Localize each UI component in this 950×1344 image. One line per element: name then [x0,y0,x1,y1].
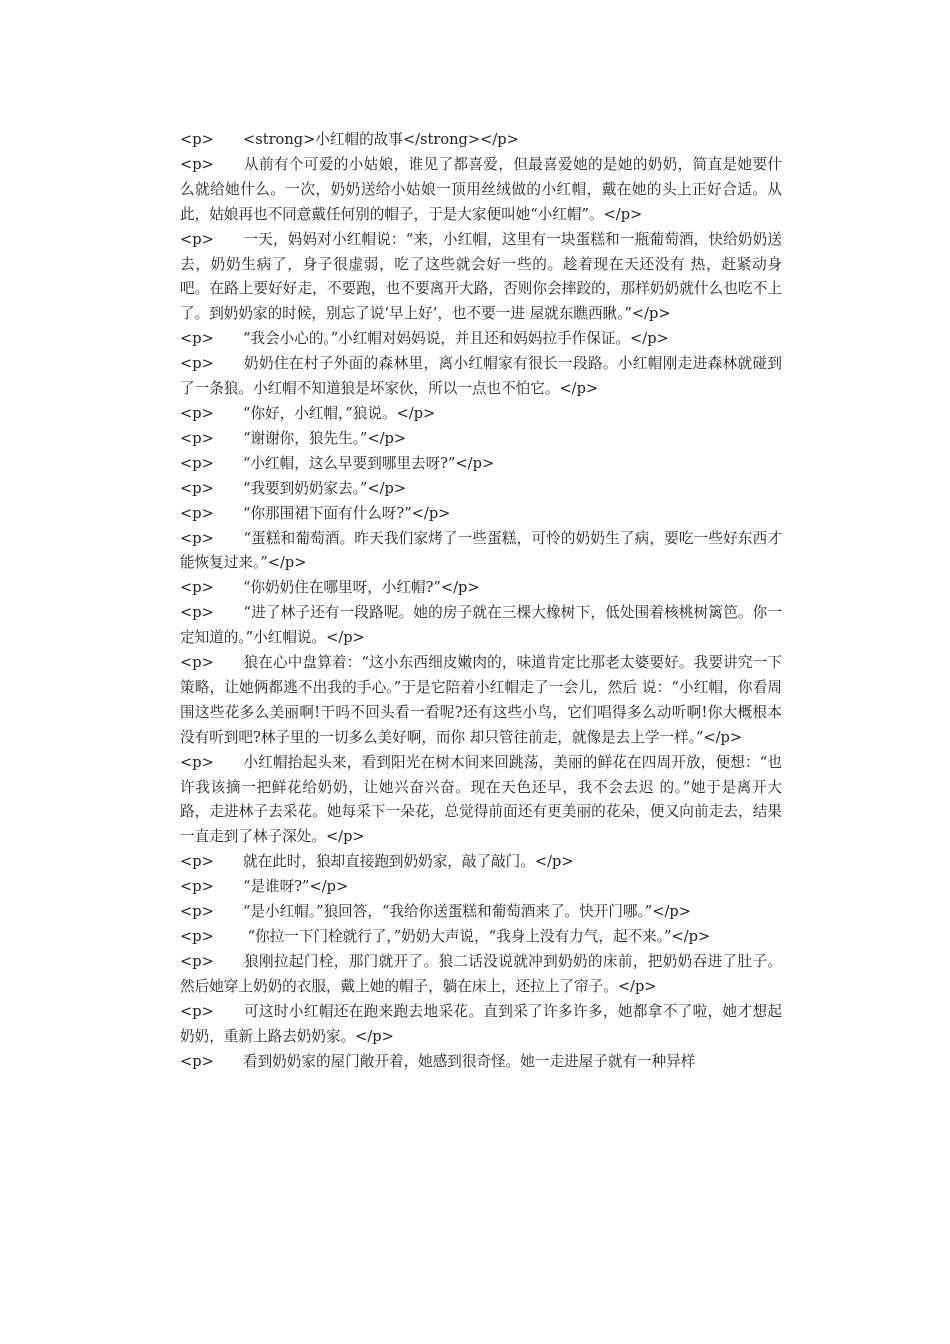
paragraph: <p> 狼刚拉起门栓，那门就开了。狼二话没说就冲到奶奶的床前，把奶奶吞进了肚子。然后她穿上奶奶的衣服，戴上她的帽子，躺在床上，还拉上了帘子。</p> [180,952,782,995]
paragraph: <p> “蛋糕和葡萄酒。昨天我们家烤了一些蛋糕，可怜的奶奶生了病，要吃一些好东西才能恢复过来。”</p> [180,529,782,572]
paragraph: <p> “我要到奶奶家去。”</p> [180,479,407,497]
paragraph: <p> “谢谢你，狼先生。”</p> [180,429,407,447]
paragraph: <p> “是谁呀?”</p> [180,878,349,896]
paragraph: <p> 小红帽抬起头来，看到阳光在树木间来回跳荡，美丽的鲜花在四周开放，便想：“也许我该摘一把鲜花给奶奶，让她兴奋兴奋。现在天色还早，我不会去迟 的。”她于是离开大路，走进林子去采花。她每采下一朵花，总觉得前面还有更美丽的花朵，便又向前走去，结果一直走到了林子深处。</p> [180,753,782,846]
paragraph: <p> “你奶奶住在哪里呀，小红帽?”</p> [180,579,480,597]
paragraph: <p> “小红帽，这么早要到哪里去呀?”</p> [180,454,495,472]
story-title-paragraph: <p> <strong>小红帽的故事</strong></p> [180,131,519,148]
paragraph: <p> 可这时小红帽还在跑来跑去地采花。直到采了许多许多，她都拿不了啦，她才想起奶奶，重新上路去奶奶家。</p> [180,1002,782,1045]
paragraph: <p> “你拉一下门栓就行了，”奶奶大声说，“我身上没有力气，起不来。”</p> [180,928,711,945]
paragraph: <p> 就在此时，狼却直接跑到奶奶家，敲了敲门。</p> [180,853,574,871]
paragraph: <p> “你好，小红帽，”狼说。</p> [180,404,436,422]
paragraph: <p> 奶奶住在村子外面的森林里，离小红帽家有很长一段路。小红帽刚走进森林就碰到了一条狼。小红帽不知道狼是坏家伙，所以一点也不怕它。</p> [180,355,782,398]
paragraph: <p> 一天，妈妈对小红帽说：“来，小红帽，这里有一块蛋糕和一瓶葡萄酒，快给奶奶送去，奶奶生病了，身子很虚弱，吃了这些就会好一些的。趁着现在天还没有 热，赶紧动身吧。在路上要好好走，不要跑，也不要离开大路，否则你会摔跤的，那样奶奶就什么也吃不上了。到奶奶家的时候，别忘了说‘早上好’，也不要一进 屋就东瞧西瞅。”</p> [180,230,782,323]
paragraph: <p> “进了林子还有一段路呢。她的房子就在三棵大橡树下，低处围着核桃树篱笆。你一定知道的。”小红帽说。</p> [180,604,782,647]
paragraph: <p> “你那围裙下面有什么呀?”</p> [180,504,451,522]
paragraph: <p> “我会小心的。”小红帽对妈妈说，并且还和妈妈拉手作保证。</p> [180,330,669,348]
document-body [180,128,782,1074]
paragraph: <p> 狼在心中盘算着：“这小东西细皮嫩肉的，味道肯定比那老太婆要好。我要讲究一下策略，让她俩都逃不出我的手心。”于是它陪着小红帽走了一会儿，然后 说：“小红帽，你看周围这些花多么美丽啊!干吗不回头看一看呢?还有这些小鸟，它们唱得多么动听啊!你大概根本没有听到吧?林子里的一切多么美好啊，而你 却只管往前走，就像是去上学一样。”</p> [180,654,782,746]
paragraph: <p> 从前有个可爱的小姑娘，谁见了都喜爱，但最喜爱她的是她的奶奶，简直是她要什么就给她什么。一次，奶奶送给小姑娘一顶用丝绒做的小红帽，戴在她的头上正好合适。从此，姑娘再也不同意戴任何别的帽子，于是大家便叫她“小红帽”。</p> [180,155,782,223]
paragraph: <p> 看到奶奶家的屋门敞开着，她感到很奇怪。她一走进屋子就有一种异样 [180,1052,696,1070]
paragraph: <p> “是小红帽。”狼回答，“我给你送蛋糕和葡萄酒来了。快开门哪。”</p> [180,903,691,921]
